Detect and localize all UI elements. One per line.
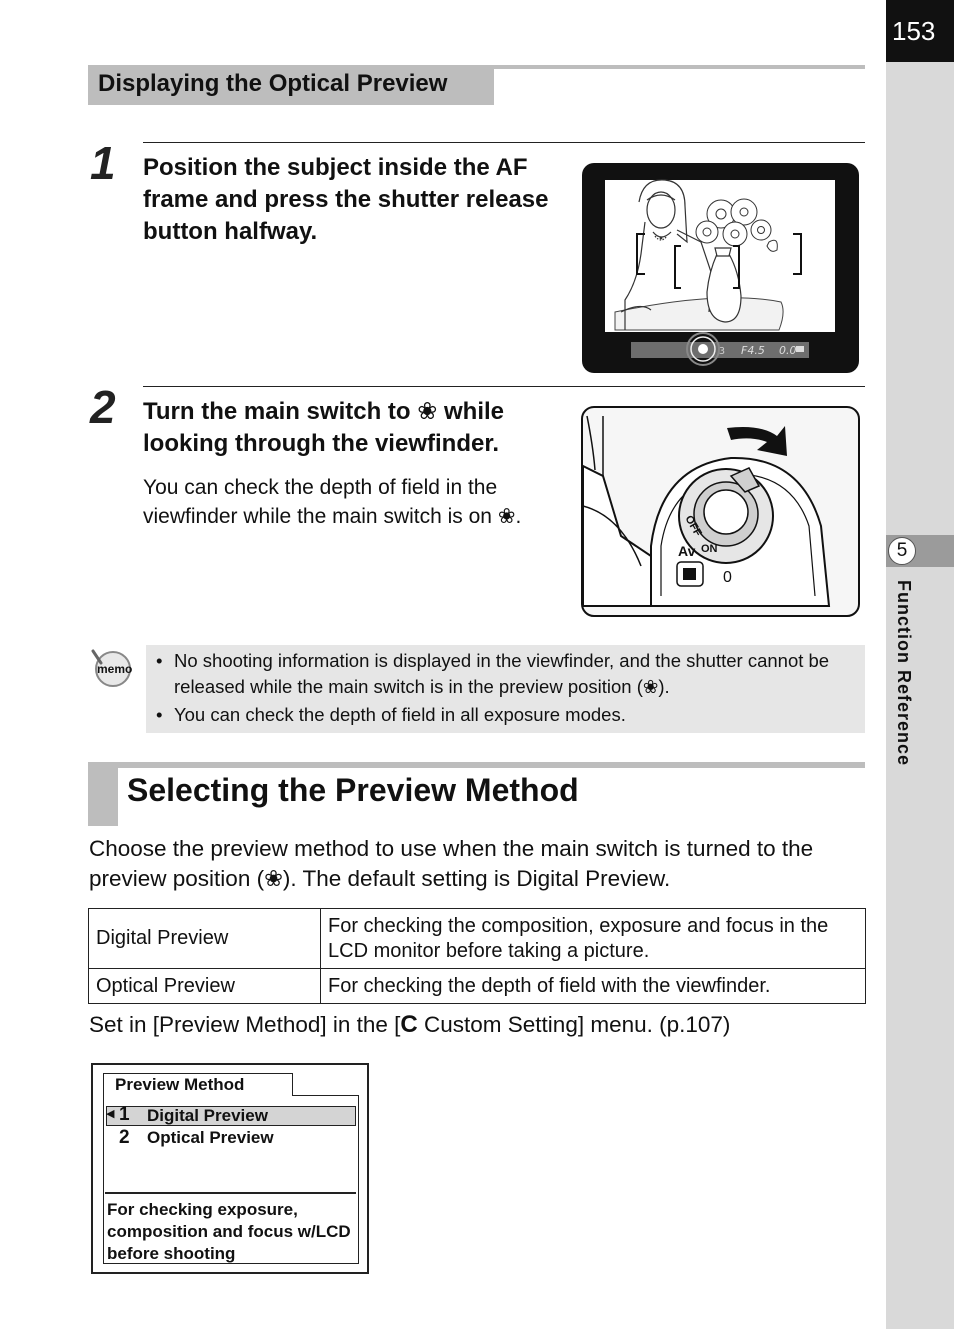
switch-on-label: ON (701, 543, 718, 555)
table-cell-method: Digital Preview (89, 909, 321, 969)
table-row (89, 969, 866, 1004)
step1-rule (143, 142, 865, 143)
preview-method-table (88, 908, 866, 1004)
viewfinder-shots: 0.0 (779, 344, 797, 357)
set-in-after: Custom Setting] menu. (p.107) (417, 1012, 731, 1037)
section2-header-rule (88, 762, 865, 768)
section2-title: Selecting the Preview Method (127, 772, 579, 808)
step2-text (143, 396, 563, 460)
step2-sub-before: You can check the depth of field in the viewfinder while the main switch is on (143, 476, 498, 528)
memo-item: • No shooting information is displayed in the viewfinder, and the shutter cannot be released while the main switch is in the preview position (❀). (156, 648, 861, 700)
step2-number: 2 (90, 381, 116, 433)
main-switch-illustration (581, 406, 860, 617)
menu-tab[interactable]: Preview Method (103, 1073, 293, 1096)
section2-header-bar (88, 762, 118, 826)
section1-title: Displaying the Optical Preview (88, 65, 494, 105)
step2-text-before: Turn the main switch to (143, 398, 411, 425)
section2-intro: Choose the preview method to use when the main switch is turned to the preview position (❀). The default setting is Digital Preview. (89, 836, 814, 891)
selection-arrow-icon: ◀ (106, 1108, 115, 1120)
av-button-label: Av (678, 543, 696, 559)
memo-icon (89, 647, 133, 687)
viewfinder-aperture: F4.5 (741, 344, 765, 357)
step2-subtext (143, 473, 568, 531)
svg-text:3: 3 (719, 346, 726, 357)
table-row (89, 909, 866, 969)
menu-item-number: 2 (119, 1127, 130, 1148)
menu-description: For checking exposure, composition and focus w/LCD before shooting (107, 1200, 351, 1263)
memo-item: • You can check the depth of field in all exposure modes. (156, 702, 861, 728)
memo-icon-text: memo (97, 662, 133, 676)
page-number: 153 (886, 0, 954, 62)
menu-divider (105, 1192, 356, 1194)
step1-number: 1 (90, 137, 116, 189)
step1-text: Position the subject inside the AF frame and press the shutter release button halfway. (143, 154, 549, 245)
memo-list (156, 648, 861, 730)
chapter-number: 5 (888, 537, 916, 565)
step2-sub-after: . (515, 505, 522, 528)
table-cell-method: Optical Preview (89, 969, 321, 1004)
step2-rule (143, 386, 865, 387)
switch-zero-label: 0 (723, 569, 732, 586)
preview-switch-icon: ❀ (497, 505, 516, 528)
viewfinder-illustration (581, 162, 860, 374)
set-in-before: Set in [Preview Method] in the [ (89, 1012, 401, 1037)
preview-switch-icon: ❀ (417, 398, 438, 425)
menu-item-optical-preview[interactable]: Optical Preview (147, 1128, 274, 1147)
menu-item-number: 1 (119, 1104, 130, 1125)
step2-text-after: while looking through the viewfinder. (143, 398, 505, 457)
table-cell-description: For checking the depth of field with the viewfinder. (321, 969, 866, 1004)
custom-setting-icon: C (400, 1011, 418, 1038)
switch-off-label: OFF (682, 513, 704, 539)
table-cell-description: For checking the composition, exposure and focus in the LCD monitor before taking a picture. (321, 909, 866, 969)
menu-item-digital-preview[interactable]: Digital Preview (147, 1106, 268, 1125)
chapter-title: Function Reference (894, 580, 914, 767)
set-in-instruction (89, 1011, 730, 1039)
